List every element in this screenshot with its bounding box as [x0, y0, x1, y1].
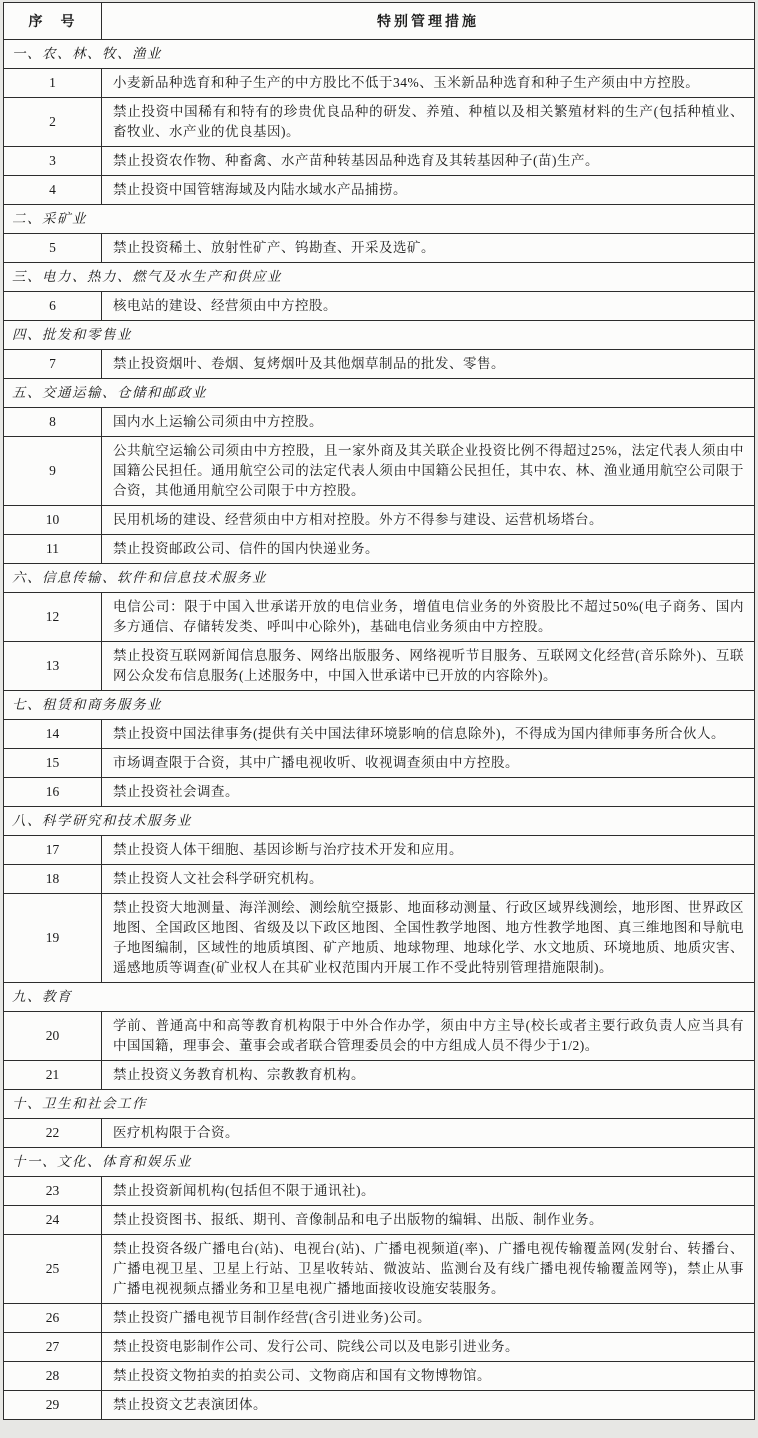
row-measure-text: 禁止投资义务教育机构、宗教教育机构。: [102, 1061, 755, 1090]
table-row: [4, 350, 755, 379]
row-number: 29: [4, 1391, 102, 1420]
section-label: 九、教育: [4, 983, 755, 1012]
table-row: [4, 778, 755, 807]
special-measures-table: [3, 2, 755, 1420]
row-number: 4: [4, 176, 102, 205]
section-label: 六、信息传输、软件和信息技术服务业: [4, 564, 755, 593]
table-row: [4, 720, 755, 749]
row-number: 26: [4, 1304, 102, 1333]
section-row: [4, 263, 755, 292]
row-number: 15: [4, 749, 102, 778]
table-row: [4, 1012, 755, 1061]
table-row: [4, 1304, 755, 1333]
row-number: 23: [4, 1177, 102, 1206]
table-row: [4, 1119, 755, 1148]
row-measure-text: 禁止投资各级广播电台(站)、电视台(站)、广播电视频道(率)、广播电视传输覆盖网(发射台、转播台、广播电视卫星、卫星上行站、卫星收转站、微波站、监测台及有线广播电视传输覆盖网等)，禁止从事广播电视视频点播业务和卫星电视广播地面接收设施安装服务。: [102, 1235, 755, 1304]
table-row: [4, 1206, 755, 1235]
section-row: [4, 564, 755, 593]
section-row: [4, 691, 755, 720]
row-measure-text: 禁止投资烟叶、卷烟、复烤烟叶及其他烟草制品的批发、零售。: [102, 350, 755, 379]
row-number: 12: [4, 593, 102, 642]
row-measure-text: 禁止投资文物拍卖的拍卖公司、文物商店和国有文物博物馆。: [102, 1362, 755, 1391]
row-measure-text: 禁止投资人文社会科学研究机构。: [102, 865, 755, 894]
header-row: [4, 3, 755, 40]
row-measure-text: 禁止投资中国稀有和特有的珍贵优良品种的研发、养殖、种植以及相关繁殖材料的生产(包括种植业、畜牧业、水产业的优良基因)。: [102, 98, 755, 147]
table-row: [4, 593, 755, 642]
row-number: 13: [4, 642, 102, 691]
table-row: [4, 1061, 755, 1090]
row-measure-text: 电信公司：限于中国入世承诺开放的电信业务，增值电信业务的外资股比不超过50%(电子商务、国内多方通信、存储转发类、呼叫中心除外)，基础电信业务须由中方控股。: [102, 593, 755, 642]
table-row: [4, 437, 755, 506]
header-serial-number: 序 号: [4, 3, 102, 40]
table-row: [4, 292, 755, 321]
table-row: [4, 1177, 755, 1206]
row-measure-text: 小麦新品种选育和种子生产的中方股比不低于34%、玉米新品种选育和种子生产须由中方控股。: [102, 69, 755, 98]
section-label: 二、采矿业: [4, 205, 755, 234]
row-number: 1: [4, 69, 102, 98]
row-number: 8: [4, 408, 102, 437]
row-measure-text: 禁止投资社会调查。: [102, 778, 755, 807]
header-measures-title: 特别管理措施: [102, 3, 755, 40]
table-row: [4, 1235, 755, 1304]
section-label: 十一、文化、体育和娱乐业: [4, 1148, 755, 1177]
section-row: [4, 321, 755, 350]
row-measure-text: 禁止投资人体干细胞、基因诊断与治疗技术开发和应用。: [102, 836, 755, 865]
table-row: [4, 234, 755, 263]
table-row: [4, 176, 755, 205]
section-row: [4, 1090, 755, 1119]
row-number: 17: [4, 836, 102, 865]
row-measure-text: 禁止投资广播电视节目制作经营(含引进业务)公司。: [102, 1304, 755, 1333]
row-measure-text: 禁止投资图书、报纸、期刊、音像制品和电子出版物的编辑、出版、制作业务。: [102, 1206, 755, 1235]
row-measure-text: 禁止投资大地测量、海洋测绘、测绘航空摄影、地面移动测量、行政区域界线测绘，地形图、世界政区地图、全国政区地图、省级及以下政区地图、全国性教学地图、地方性教学地图、真三维地图和导航电子地图编制，区域性的地质填图、矿产地质、地球物理、地球化学、水文地质、环境地质、地质灾害、遥感地质等调查(矿业权人在其矿业权范围内开展工作不受此特别管理措施限制)。: [102, 894, 755, 983]
section-row: [4, 1148, 755, 1177]
section-row: [4, 807, 755, 836]
row-measure-text: 医疗机构限于合资。: [102, 1119, 755, 1148]
table-row: [4, 69, 755, 98]
table-header: [4, 3, 755, 40]
row-number: 28: [4, 1362, 102, 1391]
section-label: 一、农、林、牧、渔业: [4, 40, 755, 69]
row-number: 6: [4, 292, 102, 321]
table-row: [4, 894, 755, 983]
row-number: 24: [4, 1206, 102, 1235]
row-measure-text: 禁止投资中国管辖海域及内陆水域水产品捕捞。: [102, 176, 755, 205]
table-row: [4, 1391, 755, 1420]
section-label: 八、科学研究和技术服务业: [4, 807, 755, 836]
row-number: 9: [4, 437, 102, 506]
table-row: [4, 836, 755, 865]
section-row: [4, 983, 755, 1012]
table-row: [4, 865, 755, 894]
row-measure-text: 禁止投资邮政公司、信件的国内快递业务。: [102, 535, 755, 564]
row-number: 11: [4, 535, 102, 564]
section-label: 三、电力、热力、燃气及水生产和供应业: [4, 263, 755, 292]
row-measure-text: 禁止投资互联网新闻信息服务、网络出版服务、网络视听节目服务、互联网文化经营(音乐除外)、互联网公众发布信息服务(上述服务中，中国入世承诺中已开放的内容除外)。: [102, 642, 755, 691]
row-measure-text: 市场调查限于合资，其中广播电视收听、收视调查须由中方控股。: [102, 749, 755, 778]
row-number: 7: [4, 350, 102, 379]
row-measure-text: 禁止投资农作物、种畜禽、水产苗种转基因品种选育及其转基因种子(苗)生产。: [102, 147, 755, 176]
table-row: [4, 1362, 755, 1391]
row-measure-text: 禁止投资稀土、放射性矿产、钨勘查、开采及选矿。: [102, 234, 755, 263]
table-row: [4, 642, 755, 691]
row-number: 22: [4, 1119, 102, 1148]
row-measure-text: 公共航空运输公司须由中方控股，且一家外商及其关联企业投资比例不得超过25%，法定代表人须由中国籍公民担任。通用航空公司的法定代表人须由中国籍公民担任，其中农、林、渔业通用航空公司限于合资，其他通用航空公司限于中方控股。: [102, 437, 755, 506]
row-measure-text: 禁止投资新闻机构(包括但不限于通讯社)。: [102, 1177, 755, 1206]
table-row: [4, 98, 755, 147]
table-row: [4, 535, 755, 564]
document-page: [3, 2, 755, 1420]
section-label: 五、交通运输、仓储和邮政业: [4, 379, 755, 408]
row-measure-text: 民用机场的建设、经营须由中方相对控股。外方不得参与建设、运营机场塔台。: [102, 506, 755, 535]
section-row: [4, 205, 755, 234]
table-row: [4, 408, 755, 437]
section-row: [4, 40, 755, 69]
table-row: [4, 749, 755, 778]
row-measure-text: 学前、普通高中和高等教育机构限于中外合作办学，须由中方主导(校长或者主要行政负责人应当具有中国国籍，理事会、董事会或者联合管理委员会的中方组成人员不得少于1/2)。: [102, 1012, 755, 1061]
table-row: [4, 1333, 755, 1362]
section-label: 七、租赁和商务服务业: [4, 691, 755, 720]
table-row: [4, 147, 755, 176]
table-row: [4, 506, 755, 535]
section-row: [4, 379, 755, 408]
section-label: 四、批发和零售业: [4, 321, 755, 350]
row-number: 3: [4, 147, 102, 176]
row-number: 2: [4, 98, 102, 147]
row-number: 25: [4, 1235, 102, 1304]
row-number: 16: [4, 778, 102, 807]
row-number: 21: [4, 1061, 102, 1090]
row-number: 18: [4, 865, 102, 894]
row-number: 5: [4, 234, 102, 263]
row-number: 19: [4, 894, 102, 983]
row-number: 10: [4, 506, 102, 535]
row-measure-text: 国内水上运输公司须由中方控股。: [102, 408, 755, 437]
section-label: 十、卫生和社会工作: [4, 1090, 755, 1119]
row-number: 27: [4, 1333, 102, 1362]
row-number: 14: [4, 720, 102, 749]
row-measure-text: 禁止投资中国法律事务(提供有关中国法律环境影响的信息除外)，不得成为国内律师事务所合伙人。: [102, 720, 755, 749]
row-measure-text: 禁止投资电影制作公司、发行公司、院线公司以及电影引进业务。: [102, 1333, 755, 1362]
row-number: 20: [4, 1012, 102, 1061]
table-body: [4, 40, 755, 1420]
row-measure-text: 核电站的建设、经营须由中方控股。: [102, 292, 755, 321]
row-measure-text: 禁止投资文艺表演团体。: [102, 1391, 755, 1420]
